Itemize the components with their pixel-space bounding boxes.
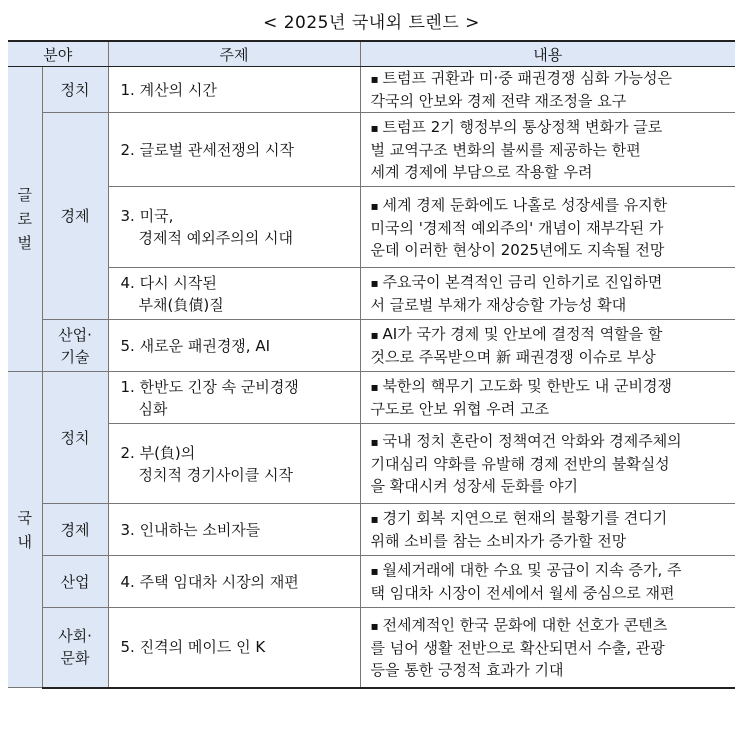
category-global: 글 로 벌 — [8, 67, 42, 372]
table-row — [8, 67, 735, 113]
topic-cell: 5. 진격의 메이드 인 K — [108, 608, 360, 688]
topic-cell: 5. 새로운 패권경쟁, AI — [108, 320, 360, 372]
header-content: 내용 — [360, 41, 735, 67]
topic-cell: 3. 인내하는 소비자들 — [108, 504, 360, 556]
table-row — [8, 268, 735, 320]
table-row — [8, 556, 735, 608]
bullet-icon: ▪ — [370, 198, 379, 213]
topic-cell: 4. 다시 시작된 부채(負債)질 — [108, 268, 360, 320]
table-row — [8, 608, 735, 688]
content-cell: ▪ 세계 경제 둔화에도 나홀로 성장세를 유지한 미국의 '경제적 예외주의' 개념이 재부각된 가 운데 이러한 현상이 2025년에도 지속될 전망 — [360, 187, 735, 268]
content-cell: ▪ 국내 정치 혼란이 정책여건 악화와 경제주체의 기대심리 약화를 유발해 경제 전반의 불확실성 을 확대시켜 성장세 둔화를 야기 — [360, 424, 735, 504]
bullet-icon: ▪ — [370, 121, 379, 135]
subcategory-politics: 정치 — [42, 372, 108, 504]
bullet-icon: ▪ — [370, 564, 379, 578]
table-row — [8, 504, 735, 556]
bullet-icon: ▪ — [370, 435, 379, 449]
bullet-icon: ▪ — [370, 618, 379, 633]
category-domestic: 국 내 — [8, 372, 42, 688]
topic-cell: 2. 부(負)의 정치적 경기사이클 시작 — [108, 424, 360, 504]
table-row — [8, 372, 735, 424]
content-cell: ▪ 전세계적인 한국 문화에 대한 선호가 콘텐츠 를 넘어 생활 전반으로 확산되면서 수출, 관광 등을 통한 긍정적 효과가 기대 — [360, 608, 735, 688]
table-row — [8, 187, 735, 268]
bullet-icon: ▪ — [370, 72, 379, 86]
bullet-icon: ▪ — [370, 328, 379, 342]
content-cell: ▪ 트럼프 귀환과 미·중 패권경쟁 심화 가능성은 각국의 안보와 경제 전략 재조정을 요구 — [360, 67, 735, 113]
content-cell: ▪ 경기 회복 지연으로 현재의 불황기를 견디기 위해 소비를 참는 소비자가 증가할 전망 — [360, 504, 735, 556]
table-row — [8, 113, 735, 187]
bullet-icon: ▪ — [370, 276, 379, 290]
subcategory-economy: 경제 — [42, 113, 108, 320]
topic-cell: 1. 한반도 긴장 속 군비경쟁 심화 — [108, 372, 360, 424]
table-row — [8, 320, 735, 372]
content-cell: ▪ 트럼프 2기 행정부의 통상정책 변화가 글로 벌 교역구조 변화의 불씨를 제공하는 한편 세계 경제에 부담으로 작용할 우려 — [360, 113, 735, 187]
content-cell: ▪ 주요국이 본격적인 금리 인하기로 진입하면 서 글로벌 부채가 재상승할 가능성 확대 — [360, 268, 735, 320]
bullet-icon: ▪ — [370, 512, 379, 526]
table-row — [8, 424, 735, 504]
subcategory-industry: 산업 — [42, 556, 108, 608]
trends-table — [8, 40, 735, 689]
content-cell: ▪ 북한의 핵무기 고도화 및 한반도 내 군비경쟁 구도로 안보 위협 우려 고조 — [360, 372, 735, 424]
header-topic: 주제 — [108, 41, 360, 67]
header-field: 분야 — [8, 41, 108, 67]
topic-cell: 2. 글로벌 관세전쟁의 시작 — [108, 113, 360, 187]
topic-cell: 1. 계산의 시간 — [108, 67, 360, 113]
table-title: < 2025년 국내외 트렌드 > — [263, 13, 480, 33]
topic-cell: 3. 미국, 경제적 예외주의의 시대 — [108, 187, 360, 268]
content-cell: ▪ AI가 국가 경제 및 안보에 결정적 역할을 할 것으로 주목받으며 新 패권경쟁 이슈로 부상 — [360, 320, 735, 372]
subcategory-society-culture: 사회· 문화 — [42, 608, 108, 688]
topic-cell: 4. 주택 임대차 시장의 재편 — [108, 556, 360, 608]
subcategory-industry-tech: 산업· 기술 — [42, 320, 108, 372]
content-cell: ▪ 월세거래에 대한 수요 및 공급이 지속 증가, 주 택 임대차 시장이 전세에서 월세 중심으로 재편 — [360, 556, 735, 608]
header-row — [8, 41, 735, 67]
subcategory-politics: 정치 — [42, 67, 108, 113]
subcategory-economy: 경제 — [42, 504, 108, 556]
bullet-icon: ▪ — [370, 380, 379, 394]
